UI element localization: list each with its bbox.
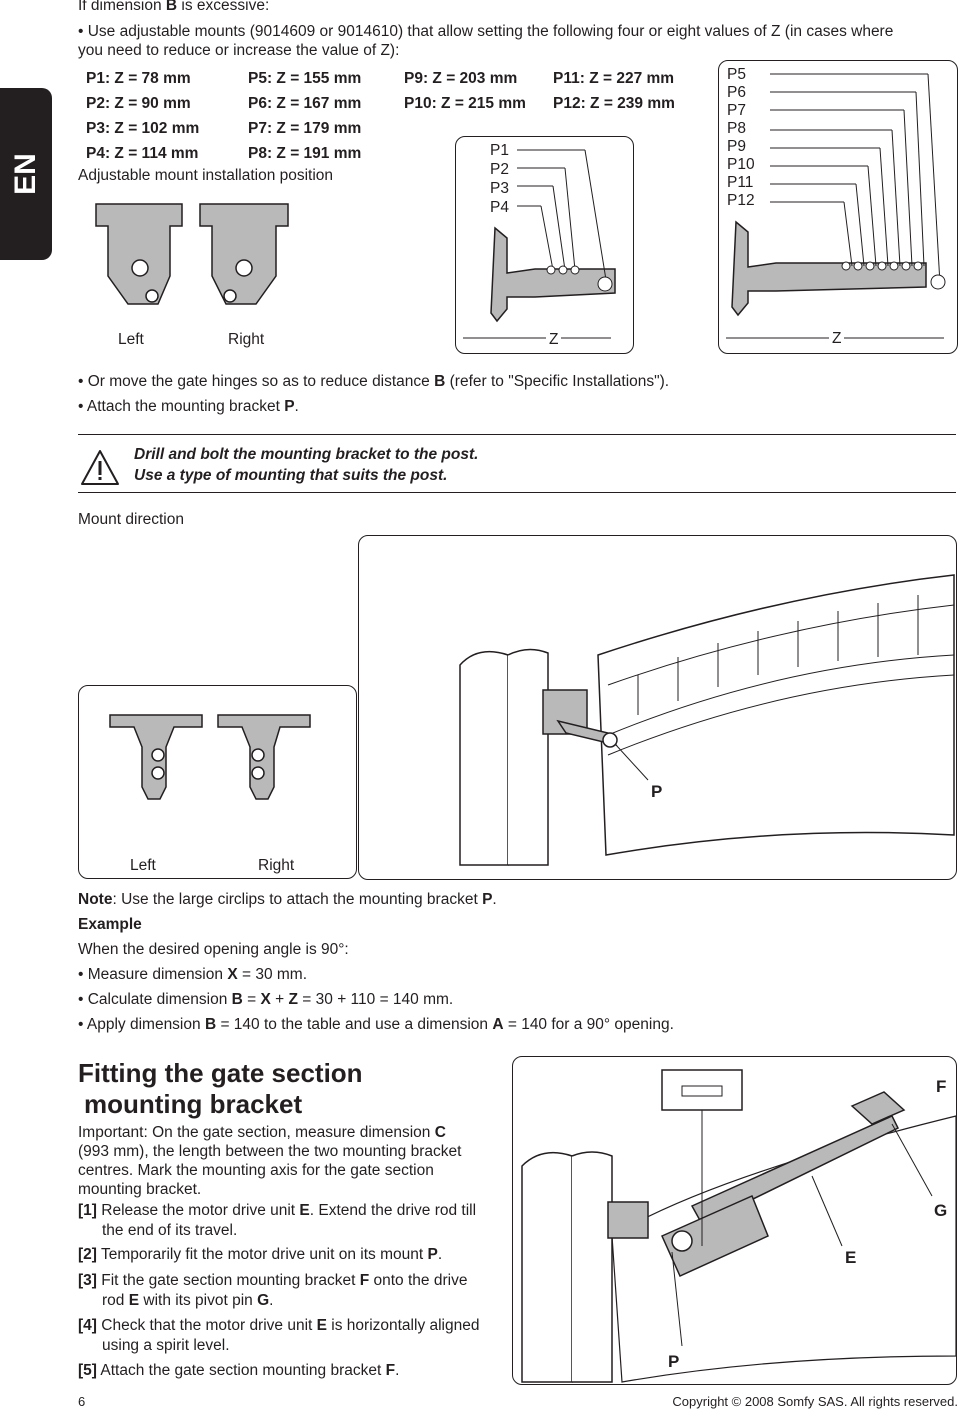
step-ref: G xyxy=(257,1292,270,1309)
warning-line-2: Use a type of mounting that suits the post. xyxy=(134,467,448,484)
position-cell: P6: Z = 167 mm xyxy=(248,94,362,112)
fig3-label: P7 xyxy=(727,102,746,119)
step-text: . Extend the drive rod till xyxy=(309,1202,477,1219)
example-eq: = xyxy=(242,991,261,1008)
important-line-3: centres. Mark the mounting axis for the gate section xyxy=(78,1162,434,1179)
fig2-label: P1 xyxy=(490,142,509,159)
fig3-label: P9 xyxy=(727,138,746,155)
note-label: Note xyxy=(78,891,113,908)
fig3-label: P12 xyxy=(727,192,755,209)
step-ref: E xyxy=(299,1202,310,1219)
bullet-3: • Attach the mounting bracket P. xyxy=(78,398,299,415)
example-measure: • Measure dimension X = 30 mm. xyxy=(78,966,307,983)
step-4-line-2: using a spirit level. xyxy=(102,1337,230,1354)
step-4 xyxy=(78,1317,480,1335)
fig2-label: P3 xyxy=(490,180,509,197)
note-suffix: . xyxy=(492,891,497,908)
fig3-label: P5 xyxy=(727,66,746,83)
example-apply-value: = 140 for a 90° opening. xyxy=(503,1016,674,1033)
step-number: [2] xyxy=(78,1246,97,1263)
fig2-bracket-drawing xyxy=(455,136,635,354)
fig2-label: P2 xyxy=(490,161,509,178)
important-line-4: mounting bracket. xyxy=(78,1181,202,1198)
bullet-1: • Use adjustable mounts (9014609 or 9014610) that allow setting the following four or eight values of Z (in cases where xyxy=(78,23,894,40)
fig2-label: P4 xyxy=(490,199,509,216)
position-cell: P4: Z = 114 mm xyxy=(86,144,199,162)
fig4-right-label: Right xyxy=(258,857,295,874)
warning-bottom-rule xyxy=(78,492,956,493)
step-ref: E xyxy=(316,1317,327,1334)
fig3-label: P8 xyxy=(727,120,746,137)
important-text: Important: On the gate section, measure dimension xyxy=(78,1124,435,1141)
step-text: Check that the motor drive unit xyxy=(96,1317,317,1334)
bullet-1-line-2: you need to reduce or increase the value of Z): xyxy=(78,42,400,59)
example-plus: + xyxy=(270,991,289,1008)
step-text: . xyxy=(269,1292,274,1309)
bullet-2: • Or move the gate hinges so as to reduce distance B (refer to "Specific Installations"). xyxy=(78,373,670,390)
language-code: EN xyxy=(9,153,42,195)
important-line-2: (993 mm), the length between the two mounting bracket xyxy=(78,1143,462,1160)
position-cell: P8: Z = 191 mm xyxy=(248,144,362,162)
step-number: [5] xyxy=(78,1362,97,1379)
bullet-3-text: Attach the mounting bracket xyxy=(86,398,285,415)
example-apply-text: Apply dimension xyxy=(86,1016,205,1033)
step-number: [3] xyxy=(78,1272,97,1289)
fig6-e-label: E xyxy=(845,1248,857,1267)
language-tab xyxy=(0,88,52,260)
step-text: Fit the gate section mounting bracket xyxy=(96,1272,360,1289)
adjustable-brackets-figure xyxy=(80,190,300,355)
example-measure-text: Measure dimension xyxy=(87,966,228,983)
warning-icon xyxy=(79,448,121,488)
fig3-label: P11 xyxy=(727,174,754,191)
note xyxy=(78,891,497,909)
step-1-line-2: the end of its travel. xyxy=(102,1222,238,1239)
mount-direction-title: Mount direction xyxy=(78,511,184,528)
intro-line xyxy=(78,0,269,15)
position-cell: P3: Z = 102 mm xyxy=(86,119,200,137)
example-x: X xyxy=(227,966,238,983)
intro-dim: B xyxy=(165,0,178,14)
example-apply: • Apply dimension B = 140 to the table and use a dimension A = 140 for a 90° opening. xyxy=(78,1016,674,1033)
step-text: . xyxy=(395,1362,400,1379)
fig6-p-label: P xyxy=(668,1352,680,1371)
step-text: . xyxy=(437,1246,443,1263)
example-line-1: When the desired opening angle is 90°: xyxy=(78,941,349,958)
fig5-p-label: P xyxy=(651,782,663,801)
example-b: B xyxy=(231,991,243,1008)
step-text: rod xyxy=(102,1292,129,1309)
fig2-z-label: Z xyxy=(546,331,561,349)
fig3-z-label: Z xyxy=(829,330,844,348)
section-title-line-1: Fitting the gate section xyxy=(78,1058,363,1088)
bullet-2-suffix: (refer to "Specific Installations"). xyxy=(445,373,670,390)
step-number: [1] xyxy=(78,1202,97,1219)
step-ref: F xyxy=(385,1362,396,1379)
example-calc-text: Calculate dimension xyxy=(87,991,232,1008)
step-ref: E xyxy=(128,1292,140,1309)
position-cell: P7: Z = 179 mm xyxy=(248,119,362,137)
fig3-label: P6 xyxy=(727,84,746,101)
step-2 xyxy=(78,1246,442,1264)
bullet-2-dim: B xyxy=(434,373,446,390)
step-3 xyxy=(78,1272,467,1290)
adjustable-caption: Adjustable mount installation position xyxy=(78,167,334,184)
intro-text: If dimension xyxy=(78,0,166,14)
fig6-f-label: F xyxy=(936,1077,947,1096)
step-text: Release the motor drive unit xyxy=(96,1202,300,1219)
fig3-label: P10 xyxy=(727,156,755,173)
step-ref: P xyxy=(427,1246,438,1263)
note-bracket: P xyxy=(482,891,493,908)
step-text: with its pivot pin xyxy=(139,1292,258,1309)
bullet-2-text: Or move the gate hinges so as to reduce distance xyxy=(87,373,435,390)
step-number: [4] xyxy=(78,1317,97,1334)
example-z: Z xyxy=(288,991,298,1008)
example-x: X xyxy=(260,991,271,1008)
example-b: B xyxy=(204,1016,217,1033)
fig6-g-label: G xyxy=(934,1201,948,1220)
example-apply-mid: = 140 to the table and use a dimension xyxy=(216,1016,493,1033)
step-1 xyxy=(78,1202,476,1220)
step-text: is horizontally aligned xyxy=(326,1317,480,1334)
fig6-motor-drawing xyxy=(512,1056,958,1386)
fig1-right-label: Right xyxy=(228,331,265,348)
step-ref: F xyxy=(359,1272,370,1289)
warning-line-1: Drill and bolt the mounting bracket to the post. xyxy=(134,446,479,463)
fig4-brackets-drawing xyxy=(78,685,358,879)
intro-suffix: is excessive: xyxy=(177,0,270,14)
step-text: Temporarily fit the motor drive unit on its mount xyxy=(96,1246,428,1263)
position-cell: P10: Z = 215 mm xyxy=(404,94,526,112)
position-cell: P9: Z = 203 mm xyxy=(404,69,518,87)
bullet-3-dim: P xyxy=(284,398,295,415)
copyright: Copyright © 2008 Somfy SAS. All rights reserved. xyxy=(672,1394,958,1409)
example-a: A xyxy=(492,1016,504,1033)
step-text: onto the drive xyxy=(369,1272,468,1289)
example-title: Example xyxy=(78,916,142,933)
warning-top-rule xyxy=(78,434,956,435)
page-number: 6 xyxy=(78,1394,86,1409)
position-cell: P12: Z = 239 mm xyxy=(553,94,675,112)
note-text: : Use the large circlips to attach the mounting bracket xyxy=(112,891,483,908)
important-line-1 xyxy=(78,1124,446,1142)
section-title-line-2: mounting bracket xyxy=(84,1089,303,1119)
example-calc-value: = 30 + 110 = 140 mm. xyxy=(297,991,454,1008)
step-5 xyxy=(78,1362,399,1380)
example-calculate: • Calculate dimension B = X + Z = 30 + 110 = 140 mm. xyxy=(78,991,454,1008)
step-text: Attach the gate section mounting bracket xyxy=(96,1362,386,1379)
bullet-3-suffix: . xyxy=(294,398,299,415)
fig4-left-label: Left xyxy=(130,857,156,874)
important-dim: C xyxy=(434,1124,446,1141)
example-measure-value: = 30 mm. xyxy=(237,966,307,983)
bullet-1-line-1: Use adjustable mounts (9014609 or 9014610) that allow setting the following four or eight values of Z (in cases where xyxy=(87,23,894,40)
fig1-left-label: Left xyxy=(118,331,144,348)
position-cell: P2: Z = 90 mm xyxy=(86,94,191,112)
step-3-line-2 xyxy=(102,1292,273,1310)
position-cell: P11: Z = 227 mm xyxy=(553,69,675,87)
fig5-gate-drawing xyxy=(358,535,958,880)
position-cell: P1: Z = 78 mm xyxy=(86,69,191,87)
position-cell: P5: Z = 155 mm xyxy=(248,69,362,87)
